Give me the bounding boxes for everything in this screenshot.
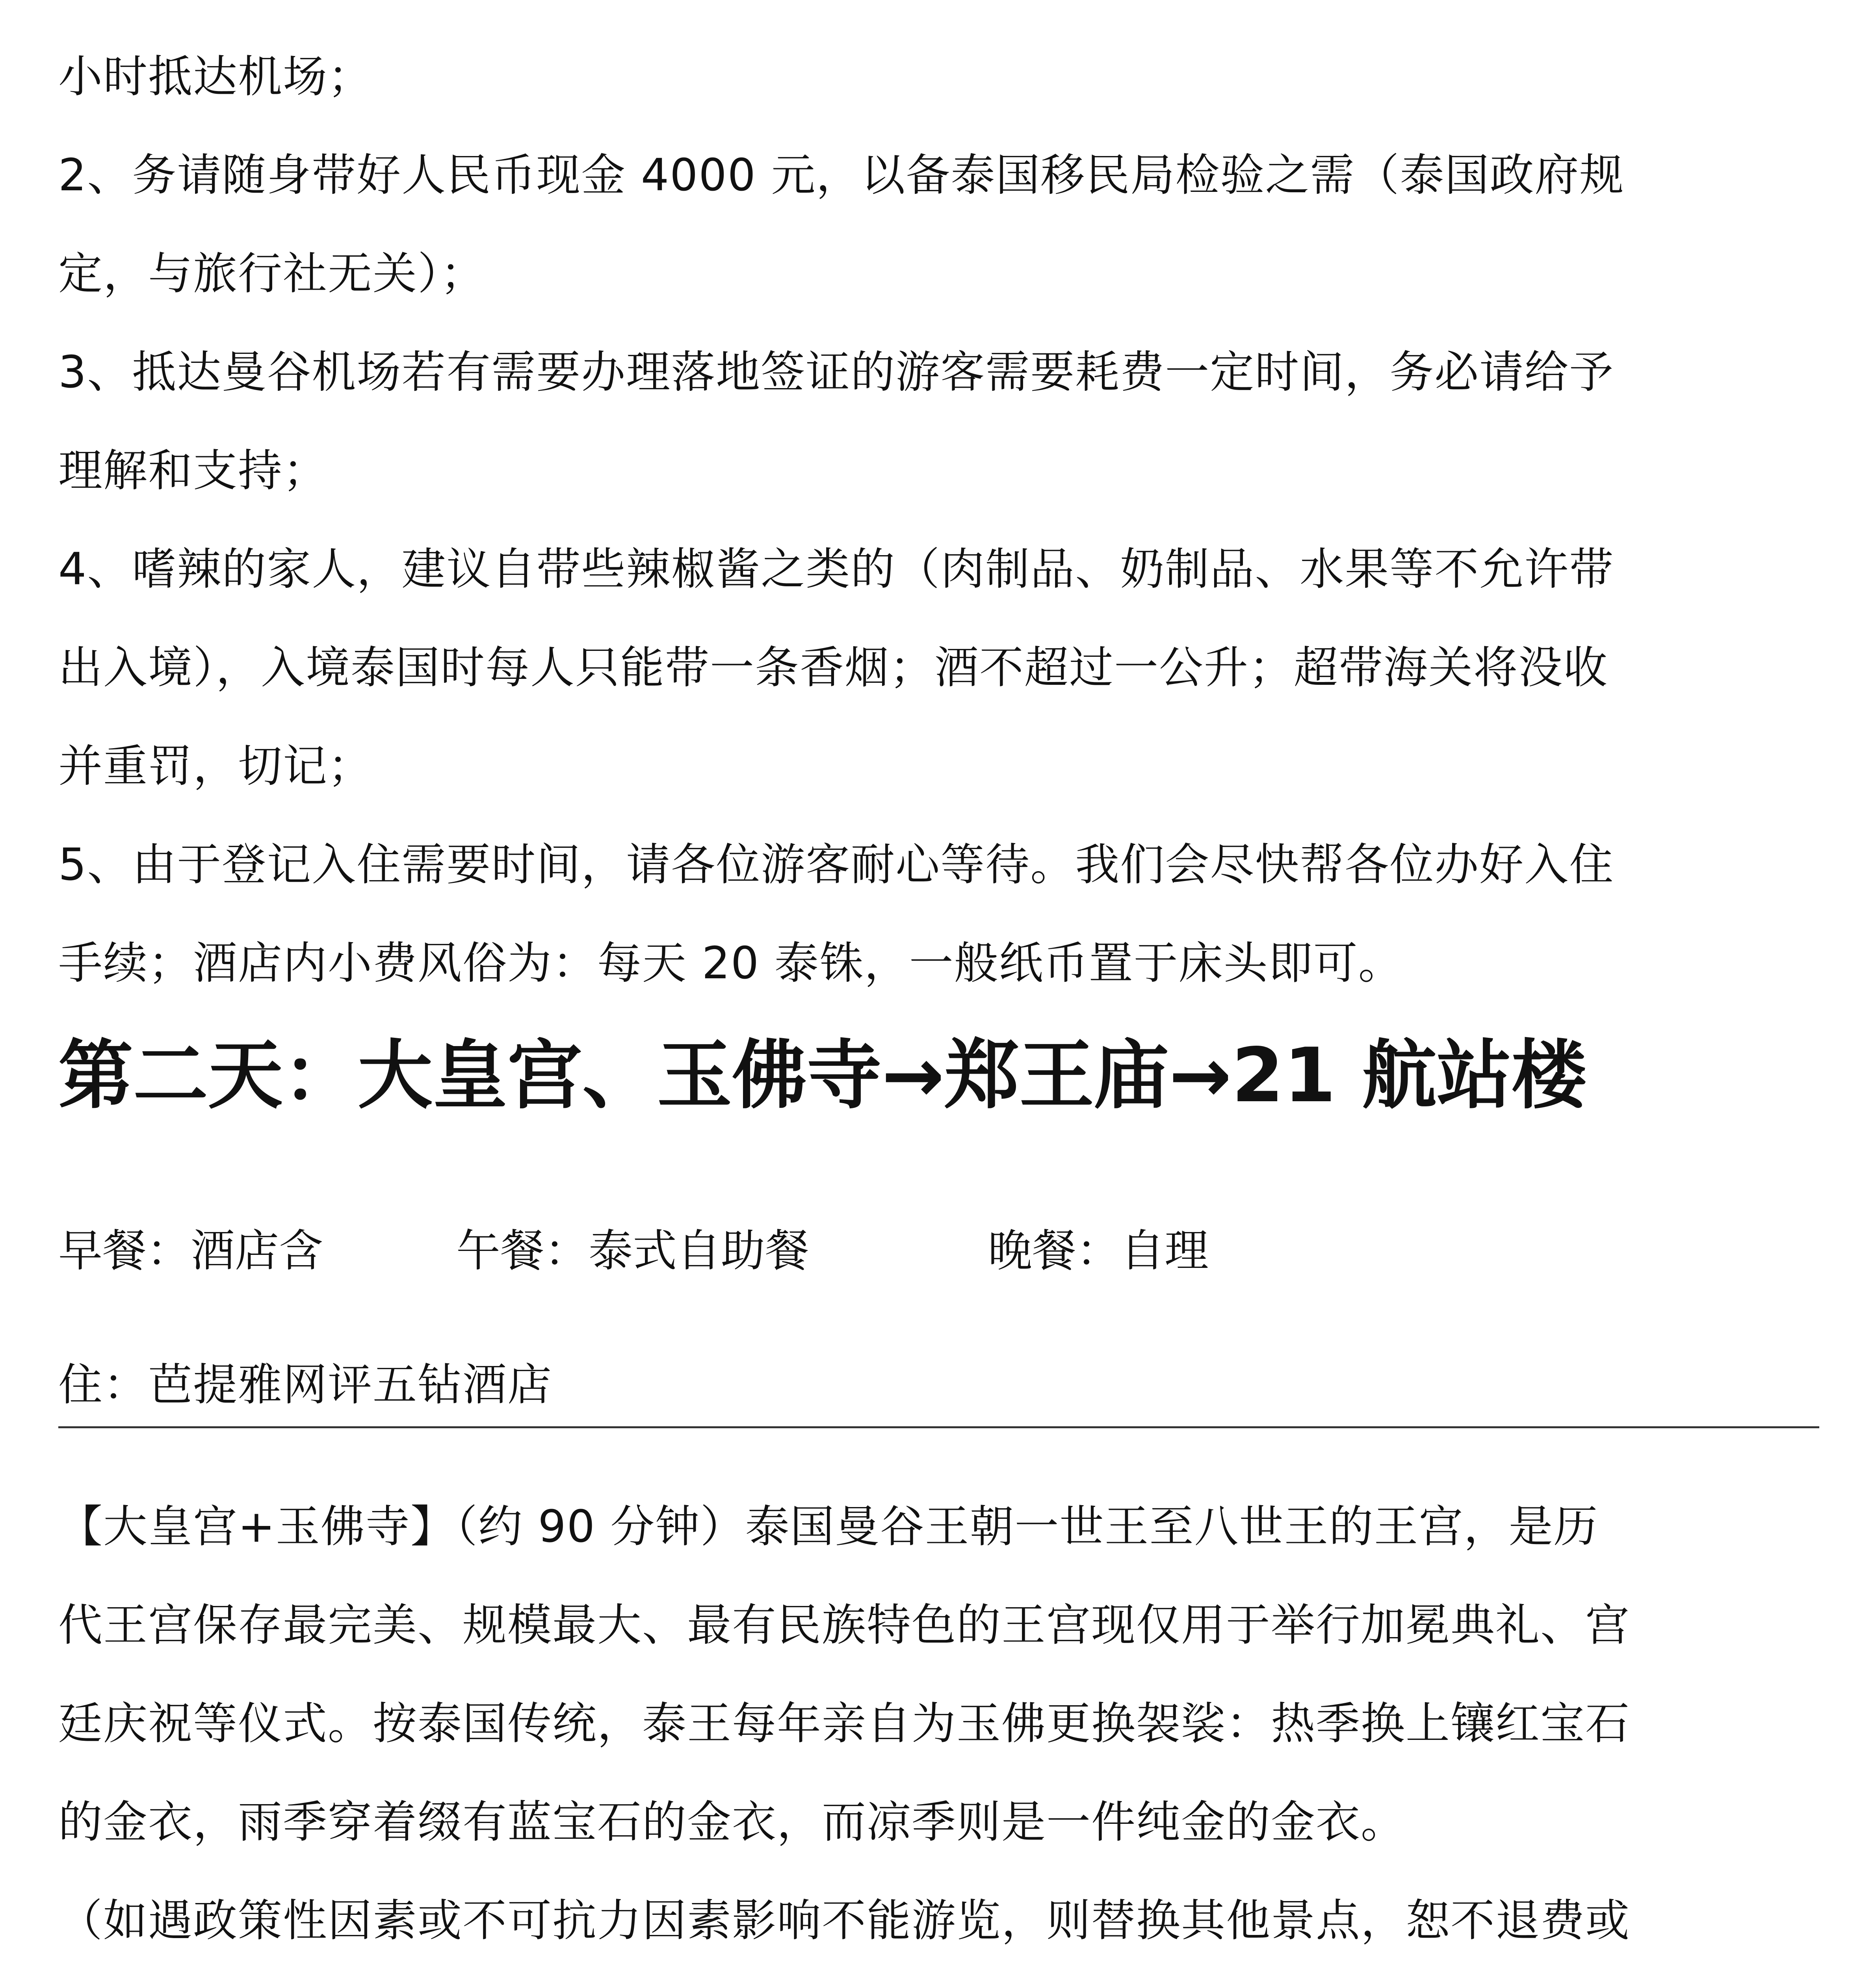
attraction-line: 【大皇宫+玉佛寺】（约 90 分钟）泰国曼谷王朝一世王至八世王的王宫，是历 bbox=[58, 1501, 1599, 1552]
lunch-label: 午餐：泰式自助餐 bbox=[456, 1225, 809, 1277]
note-line: 理解和支持； bbox=[58, 445, 328, 496]
attraction-line: 代王宫保存最完美、规模最大、最有民族特色的王宫现仅用于举行加冕典礼、宫 bbox=[58, 1600, 1630, 1651]
attraction-line: 的金衣，雨季穿着缀有蓝宝石的金衣，而凉季则是一件纯金的金衣。 bbox=[58, 1797, 1406, 1848]
dinner-label: 晚餐：自理 bbox=[988, 1225, 1209, 1277]
meal-info bbox=[58, 1221, 1209, 1280]
note-line: 4、嗜辣的家人，建议自带些辣椒酱之类的（肉制品、奶制品、水果等不允许带 bbox=[58, 544, 1614, 595]
lodging-label: 住：芭提雅网评五钻酒店 bbox=[58, 1359, 552, 1411]
note-line: 定，与旅行社无关）； bbox=[58, 248, 485, 299]
section-divider bbox=[58, 1426, 1819, 1428]
attraction-line: （如遇政策性因素或不可抗力因素影响不能游览，则替换其他景点，恕不退费或 bbox=[58, 1895, 1630, 1946]
note-line: 2、务请随身带好人民币现金 4000 元，以备泰国移民局检验之需（泰国政府规 bbox=[58, 150, 1625, 201]
note-line: 手续；酒店内小费风俗为：每天 20 泰铢，一般纸币置于床头即可。 bbox=[58, 938, 1403, 989]
note-line: 小时抵达机场； bbox=[58, 51, 373, 102]
attraction-line: 廷庆祝等仪式。按泰国传统，泰王每年亲自为玉佛更换袈裟：热季换上镶红宝石 bbox=[58, 1698, 1630, 1749]
breakfast-label: 早餐：酒店含 bbox=[58, 1225, 323, 1277]
note-line: 5、由于登记入住需要时间，请各位游客耐心等待。我们会尽快帮各位办好入住 bbox=[58, 839, 1614, 890]
note-line: 并重罚，切记； bbox=[58, 741, 373, 792]
day2-heading: 第二天：大皇宫、玉佛寺→郑王庙→21 航站楼 bbox=[58, 1032, 1586, 1119]
note-line: 出入境），入境泰国时每人只能带一条香烟；酒不超过一公升；超带海关将没收 bbox=[58, 642, 1608, 693]
note-line: 3、抵达曼谷机场若有需要办理落地签证的游客需要耗费一定时间，务必请给予 bbox=[58, 347, 1614, 398]
